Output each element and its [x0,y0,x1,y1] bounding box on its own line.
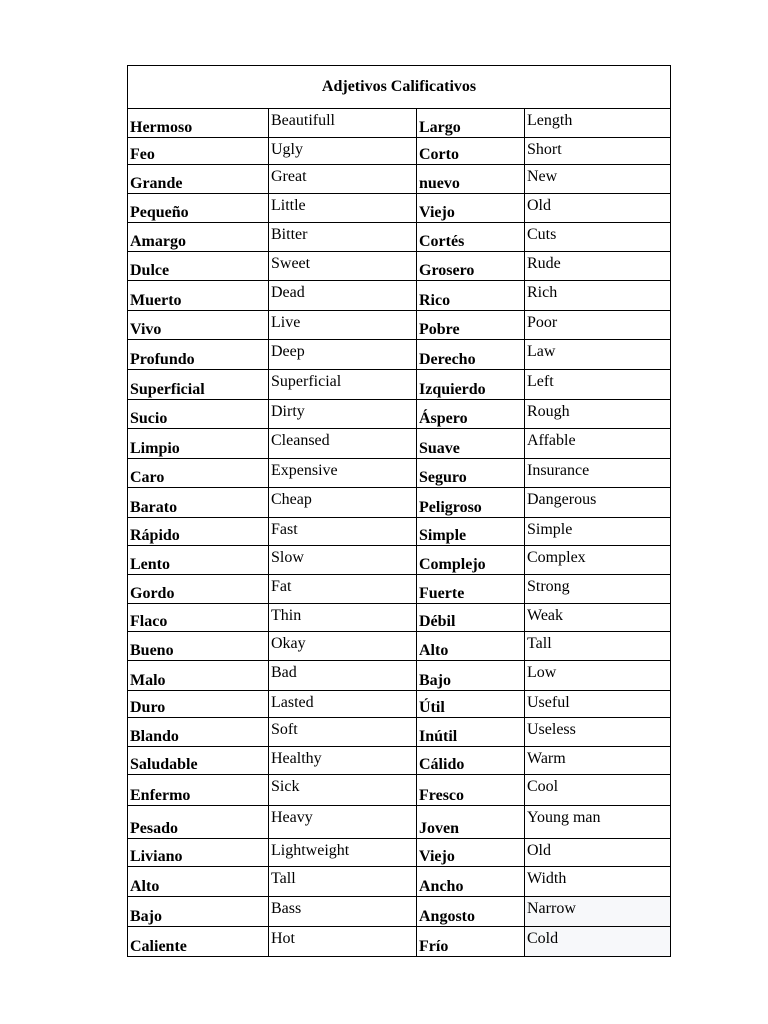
spanish-adjective-cell: Joven [417,806,525,839]
english-translation-cell: Bass [269,897,417,927]
spanish-adjective-cell: Angosto [417,897,525,927]
spanish-adjective-cell: Complejo [417,546,525,575]
spanish-adjective-cell: Rápido [128,518,269,546]
spanish-adjective-cell: Pequeño [128,194,269,223]
spanish-adjective-cell: Limpio [128,429,269,459]
english-translation-cell: Left [525,370,671,400]
spanish-adjective-cell: Corto [417,138,525,165]
table-row [128,488,671,518]
spanish-adjective-cell: Áspero [417,400,525,429]
english-translation-cell: Old [525,194,671,223]
english-translation-cell: Dead [269,281,417,311]
table-row [128,459,671,488]
spanish-adjective-cell: Grosero [417,252,525,281]
spanish-adjective-cell: Flaco [128,604,269,632]
spanish-adjective-cell: Bajo [128,897,269,927]
english-translation-cell: Fast [269,518,417,546]
title-row [128,66,671,109]
english-translation-cell: Insurance [525,459,671,488]
table-row [128,546,671,575]
spanish-adjective-cell: Enfermo [128,775,269,806]
english-translation-cell: Okay [269,632,417,661]
table-row [128,518,671,546]
english-translation-cell: New [525,165,671,194]
spanish-adjective-cell: Rico [417,281,525,311]
spanish-adjective-cell: Malo [128,661,269,691]
spanish-adjective-cell: Saludable [128,747,269,775]
spanish-adjective-cell: Muerto [128,281,269,311]
english-translation-cell: Cheap [269,488,417,518]
english-translation-cell: Cuts [525,223,671,252]
table-row [128,194,671,223]
spanish-adjective-cell: Gordo [128,575,269,604]
spanish-adjective-cell: Derecho [417,340,525,370]
spanish-adjective-cell: Pesado [128,806,269,839]
english-translation-cell: Old [525,839,671,867]
table-row [128,747,671,775]
english-translation-cell: Deep [269,340,417,370]
table-row [128,718,671,747]
english-translation-cell: Heavy [269,806,417,839]
english-translation-cell: Ugly [269,138,417,165]
table-row [128,223,671,252]
table-row [128,138,671,165]
spanish-adjective-cell: Feo [128,138,269,165]
spanish-adjective-cell: Suave [417,429,525,459]
table-row [128,252,671,281]
table-row [128,691,671,718]
table-title: Adjetivos Calificativos [128,66,671,109]
english-translation-cell: Bitter [269,223,417,252]
spanish-adjective-cell: Viejo [417,194,525,223]
table-row [128,575,671,604]
english-translation-cell: Rich [525,281,671,311]
table-body [128,109,671,957]
adjectives-table [127,65,671,957]
spanish-adjective-cell: Cortés [417,223,525,252]
english-translation-cell: Width [525,867,671,897]
spanish-adjective-cell: Dulce [128,252,269,281]
spanish-adjective-cell: Seguro [417,459,525,488]
english-translation-cell: Superficial [269,370,417,400]
english-translation-cell: Affable [525,429,671,459]
english-translation-cell: Useful [525,691,671,718]
spanish-adjective-cell: Fuerte [417,575,525,604]
spanish-adjective-cell: Vivo [128,311,269,340]
english-translation-cell: Cold [525,927,671,957]
english-translation-cell: Beautifull [269,109,417,138]
spanish-adjective-cell: Blando [128,718,269,747]
spanish-adjective-cell: Inútil [417,718,525,747]
english-translation-cell: Short [525,138,671,165]
spanish-adjective-cell: Amargo [128,223,269,252]
english-translation-cell: Useless [525,718,671,747]
table-row [128,370,671,400]
spanish-adjective-cell: Bueno [128,632,269,661]
spanish-adjective-cell: Peligroso [417,488,525,518]
english-translation-cell: Lightweight [269,839,417,867]
english-translation-cell: Sweet [269,252,417,281]
english-translation-cell: Dangerous [525,488,671,518]
table-row [128,839,671,867]
english-translation-cell: Rough [525,400,671,429]
spanish-adjective-cell: Lento [128,546,269,575]
english-translation-cell: Strong [525,575,671,604]
spanish-adjective-cell: Superficial [128,370,269,400]
english-translation-cell: Warm [525,747,671,775]
spanish-adjective-cell: Útil [417,691,525,718]
table-row [128,806,671,839]
spanish-adjective-cell: Caliente [128,927,269,957]
spanish-adjective-cell: Alto [128,867,269,897]
english-translation-cell: Thin [269,604,417,632]
english-translation-cell: Lasted [269,691,417,718]
spanish-adjective-cell: Sucio [128,400,269,429]
table-row [128,604,671,632]
english-translation-cell: Poor [525,311,671,340]
english-translation-cell: Dirty [269,400,417,429]
english-translation-cell: Fat [269,575,417,604]
english-translation-cell: Rude [525,252,671,281]
spanish-adjective-cell: Alto [417,632,525,661]
english-translation-cell: Cleansed [269,429,417,459]
spanish-adjective-cell: Grande [128,165,269,194]
spanish-adjective-cell: Cálido [417,747,525,775]
english-translation-cell: Cool [525,775,671,806]
table-row [128,632,671,661]
spanish-adjective-cell: Ancho [417,867,525,897]
english-translation-cell: Sick [269,775,417,806]
spanish-adjective-cell: Viejo [417,839,525,867]
table-row [128,109,671,138]
english-translation-cell: Narrow [525,897,671,927]
spanish-adjective-cell: Hermoso [128,109,269,138]
english-translation-cell: Length [525,109,671,138]
table-row [128,775,671,806]
table-row [128,867,671,897]
english-translation-cell: Little [269,194,417,223]
english-translation-cell: Simple [525,518,671,546]
english-translation-cell: Live [269,311,417,340]
english-translation-cell: Healthy [269,747,417,775]
english-translation-cell: Soft [269,718,417,747]
spanish-adjective-cell: Izquierdo [417,370,525,400]
english-translation-cell: Young man [525,806,671,839]
table-row [128,311,671,340]
english-translation-cell: Tall [525,632,671,661]
table-row [128,661,671,691]
english-translation-cell: Great [269,165,417,194]
spanish-adjective-cell: Frío [417,927,525,957]
english-translation-cell: Complex [525,546,671,575]
table-row [128,429,671,459]
table-row [128,927,671,957]
spanish-adjective-cell: Simple [417,518,525,546]
spanish-adjective-cell: Barato [128,488,269,518]
table-row [128,897,671,927]
english-translation-cell: Law [525,340,671,370]
spanish-adjective-cell: Débil [417,604,525,632]
english-translation-cell: Expensive [269,459,417,488]
spanish-adjective-cell: Fresco [417,775,525,806]
spanish-adjective-cell: Profundo [128,340,269,370]
english-translation-cell: Low [525,661,671,691]
spanish-adjective-cell: nuevo [417,165,525,194]
spanish-adjective-cell: Bajo [417,661,525,691]
table-row [128,340,671,370]
table-row [128,281,671,311]
english-translation-cell: Hot [269,927,417,957]
spanish-adjective-cell: Caro [128,459,269,488]
table-row [128,400,671,429]
spanish-adjective-cell: Duro [128,691,269,718]
spanish-adjective-cell: Pobre [417,311,525,340]
english-translation-cell: Weak [525,604,671,632]
spanish-adjective-cell: Largo [417,109,525,138]
english-translation-cell: Tall [269,867,417,897]
table-row [128,165,671,194]
english-translation-cell: Bad [269,661,417,691]
document-sheet [127,65,670,957]
spanish-adjective-cell: Liviano [128,839,269,867]
english-translation-cell: Slow [269,546,417,575]
